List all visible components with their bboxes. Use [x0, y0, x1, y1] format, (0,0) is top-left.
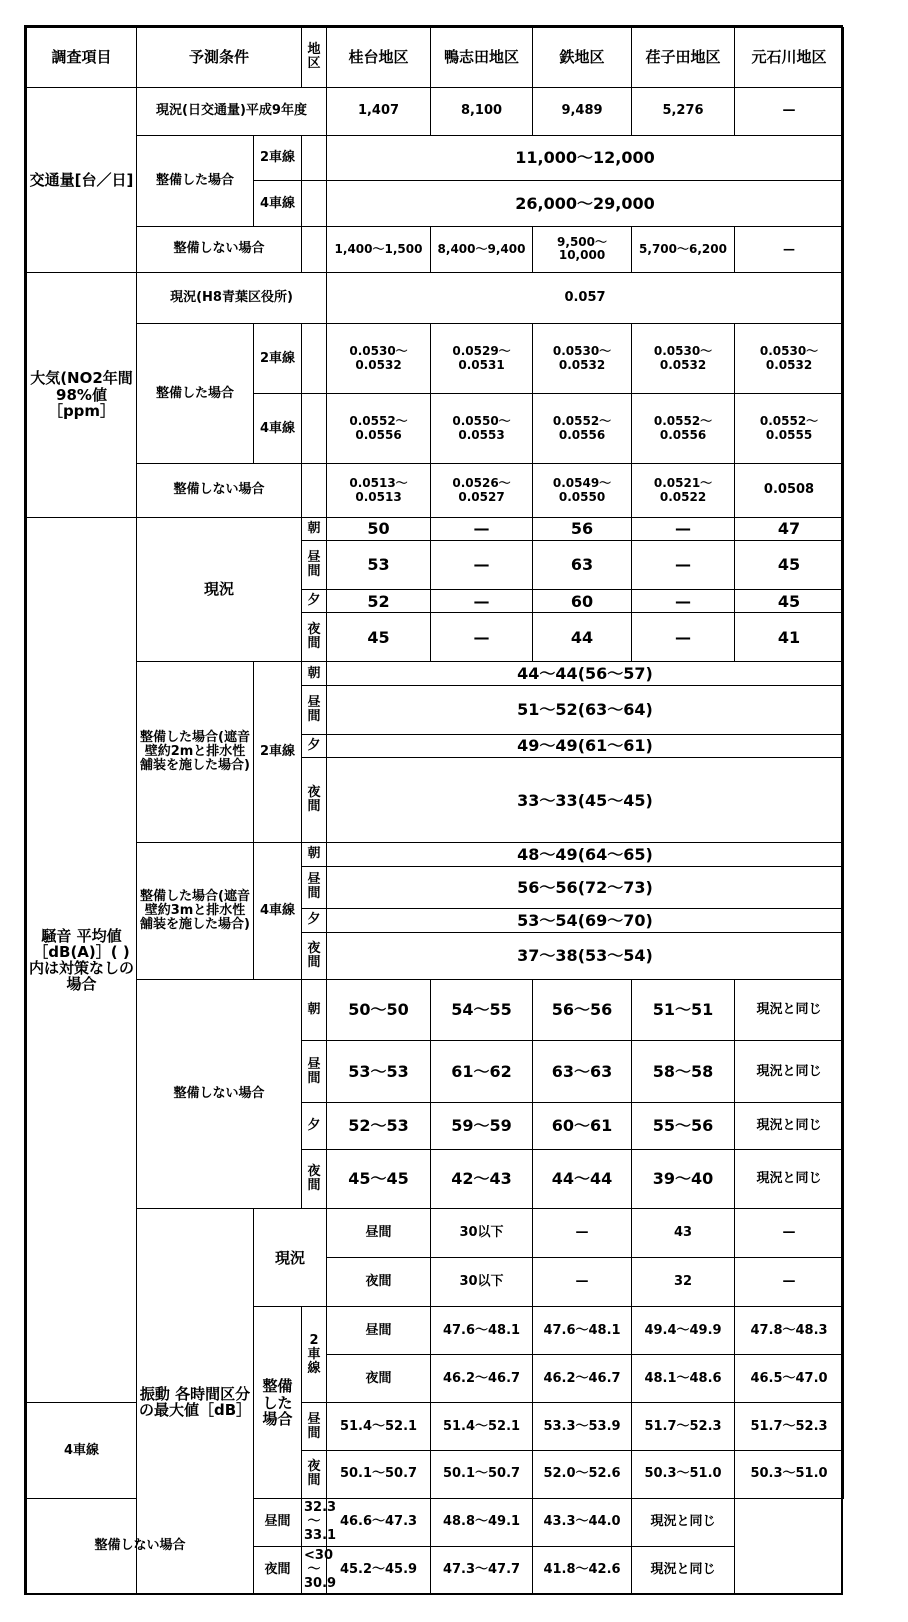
cell: 0.0550～0.0553 — [431, 394, 533, 464]
noise-label: 騒音 平均値［dB(A)］( )内は対策なしの場合 — [27, 517, 137, 1403]
air-notbuilt-label: 整備しない場合 — [137, 464, 302, 517]
period: 夜間 — [302, 932, 327, 979]
traffic-current-row — [27, 87, 844, 135]
cell: — — [632, 613, 735, 662]
traffic-label: 交通量[台／日] — [27, 87, 137, 272]
air-built-2-row — [27, 323, 844, 393]
traffic-notbuilt-row — [27, 227, 844, 273]
period: 昼間 — [302, 866, 327, 909]
period: 夜間 — [302, 1451, 327, 1499]
header-district-5: 元石川地区 — [735, 28, 844, 88]
cell: 50.3～51.0 — [735, 1451, 844, 1499]
header-district: 地区 — [302, 28, 327, 88]
cell: — — [735, 1209, 844, 1258]
cell: 49.4～49.9 — [632, 1307, 735, 1355]
cell: 0.0530～0.0532 — [327, 323, 431, 393]
lane-4: 4車線 — [254, 181, 302, 227]
cell: 48.8～49.1 — [431, 1498, 533, 1546]
cell: 45 — [327, 613, 431, 662]
traffic-built-2-row — [27, 135, 844, 181]
cell: 0.0530～0.0532 — [632, 323, 735, 393]
cell: 41 — [735, 613, 844, 662]
cell: 50.1～50.7 — [431, 1451, 533, 1499]
cell: — — [632, 517, 735, 540]
cell: — — [431, 517, 533, 540]
cell: 46.5～47.0 — [735, 1355, 844, 1403]
noise-built4-morning-row — [27, 843, 844, 866]
traffic-current-label: 現況(日交通量)平成9年度 — [137, 87, 327, 135]
cell: 46.2～46.7 — [431, 1355, 533, 1403]
period: 朝 — [302, 843, 327, 866]
cell: 51～52(63～64) — [327, 685, 844, 734]
cell: 9,489 — [533, 87, 632, 135]
header-item: 調査項目 — [27, 28, 137, 88]
cell: 58～58 — [632, 1041, 735, 1103]
cell: — — [431, 589, 533, 612]
cell: 53 — [327, 541, 431, 590]
vibration-label: 振動 各時間区分の最大値［dB］ — [137, 1209, 254, 1595]
cell: 0.0513～0.0513 — [327, 464, 431, 517]
period: 昼間 — [327, 1209, 431, 1258]
cell: 60 — [533, 589, 632, 612]
period: 昼間 — [302, 1041, 327, 1103]
lane-2: 2車線 — [254, 323, 302, 393]
period: 朝 — [302, 662, 327, 685]
air-built-label: 整備した場合 — [137, 323, 254, 464]
cell: 1,400～1,500 — [327, 227, 431, 273]
cell: 0.0521～0.0522 — [632, 464, 735, 517]
cell: 現況と同じ — [735, 1149, 844, 1209]
cell: 53.3～53.9 — [533, 1403, 632, 1451]
cell: 41.8～42.6 — [533, 1546, 632, 1594]
cell: 49～49(61～61) — [327, 734, 844, 757]
cell: 45 — [735, 541, 844, 590]
cell: 54～55 — [431, 979, 533, 1041]
cell: 5,700～6,200 — [632, 227, 735, 273]
cell: 5,276 — [632, 87, 735, 135]
cell: 現況と同じ — [632, 1546, 735, 1594]
cell: 50～50 — [327, 979, 431, 1041]
cell: 32.3～33.1 — [302, 1498, 327, 1546]
noise-current-morning-row — [27, 517, 844, 540]
cell: 51～51 — [632, 979, 735, 1041]
period: 昼間 — [302, 541, 327, 590]
traffic-built-label: 整備した場合 — [137, 135, 254, 227]
cell: 52.0～52.6 — [533, 1451, 632, 1499]
period: 昼間 — [302, 685, 327, 734]
period: 夜間 — [302, 613, 327, 662]
cell: 51.7～52.3 — [632, 1403, 735, 1451]
environmental-survey-table — [26, 27, 844, 1595]
cell: 48～49(64～65) — [327, 843, 844, 866]
lane-2: 2車線 — [254, 662, 302, 843]
period: 夕 — [302, 1102, 327, 1149]
cell: 50.3～51.0 — [632, 1451, 735, 1499]
cell: 50 — [327, 517, 431, 540]
cell: — — [735, 87, 844, 135]
cell: 45.2～45.9 — [327, 1546, 431, 1594]
cell: 44～44(56～57) — [327, 662, 844, 685]
air-current-label: 現況(H8青葉区役所) — [137, 272, 327, 323]
cell: 51.7～52.3 — [735, 1403, 844, 1451]
header-district-1: 桂台地区 — [327, 28, 431, 88]
cell: 0.0552～0.0556 — [632, 394, 735, 464]
cell: 8,400～9,400 — [431, 227, 533, 273]
cell: — — [431, 613, 533, 662]
cell: 47.6～48.1 — [431, 1307, 533, 1355]
header-row — [27, 28, 844, 88]
cell: 56～56 — [533, 979, 632, 1041]
cell: 45～45 — [327, 1149, 431, 1209]
period: 夜間 — [327, 1258, 431, 1307]
cell: 0.0552～0.0556 — [327, 394, 431, 464]
cell: 59～59 — [431, 1102, 533, 1149]
cell: 現況と同じ — [735, 1102, 844, 1149]
cell: 56 — [533, 517, 632, 540]
lane-4: 4車線 — [254, 394, 302, 464]
cell: — — [735, 1258, 844, 1307]
period: 昼間 — [302, 1403, 327, 1451]
lane-2: 2車線 — [302, 1307, 327, 1403]
cell: 44～44 — [533, 1149, 632, 1209]
header-condition: 予測条件 — [137, 28, 302, 88]
cell: 55～56 — [632, 1102, 735, 1149]
period: 夜間 — [254, 1546, 302, 1594]
noise-notbuilt-label: 整備しない場合 — [137, 979, 302, 1209]
noise-current-label: 現況 — [137, 517, 302, 662]
period: 夜間 — [302, 1149, 327, 1209]
cell: 48.1～48.6 — [632, 1355, 735, 1403]
cell: 0.0549～0.0550 — [533, 464, 632, 517]
noise-notbuilt-morning-row — [27, 979, 844, 1041]
cell: 1,407 — [327, 87, 431, 135]
period: 夕 — [302, 734, 327, 757]
air-current-row — [27, 272, 844, 323]
cell: 53～53 — [327, 1041, 431, 1103]
cell: 0.0552～0.0555 — [735, 394, 844, 464]
cell: 11,000～12,000 — [327, 135, 844, 181]
cell: 0.0552～0.0556 — [533, 394, 632, 464]
cell: 63 — [533, 541, 632, 590]
header-district-4: 荏子田地区 — [632, 28, 735, 88]
cell: 46.6～47.3 — [327, 1498, 431, 1546]
cell: — — [632, 589, 735, 612]
cell: 現況と同じ — [735, 979, 844, 1041]
period: 夕 — [302, 909, 327, 932]
cell: 9,500～10,000 — [533, 227, 632, 273]
air-notbuilt-row — [27, 464, 844, 517]
cell: — — [735, 227, 844, 273]
cell: — — [632, 541, 735, 590]
cell: 46.2～46.7 — [533, 1355, 632, 1403]
cell: 45 — [735, 589, 844, 612]
cell: 30以下 — [431, 1209, 533, 1258]
cell: 30以下 — [431, 1258, 533, 1307]
cell: — — [533, 1209, 632, 1258]
header-district-2: 鴨志田地区 — [431, 28, 533, 88]
period: 朝 — [302, 517, 327, 540]
cell: 8,100 — [431, 87, 533, 135]
cell: 61～62 — [431, 1041, 533, 1103]
noise-built4-label: 整備した場合(遮音壁約3mと排水性舗装を施した場合) — [137, 843, 254, 979]
cell: 51.4～52.1 — [431, 1403, 533, 1451]
cell: 37～38(53～54) — [327, 932, 844, 979]
lane-2: 2車線 — [254, 135, 302, 181]
cell: 52 — [327, 589, 431, 612]
cell: — — [431, 541, 533, 590]
vib-current-day-row — [27, 1209, 844, 1258]
cell: 0.057 — [327, 272, 844, 323]
cell: 63～63 — [533, 1041, 632, 1103]
cell: 47 — [735, 517, 844, 540]
cell: 33～33(45～45) — [327, 758, 844, 843]
period: 夕 — [302, 589, 327, 612]
lane-4: 4車線 — [254, 843, 302, 979]
cell: 26,000～29,000 — [327, 181, 844, 227]
cell: 0.0508 — [735, 464, 844, 517]
cell: 0.0529～0.0531 — [431, 323, 533, 393]
cell: 53～54(69～70) — [327, 909, 844, 932]
vib-current-label: 現況 — [254, 1209, 327, 1307]
lane-4: 4車線 — [27, 1403, 137, 1499]
air-label: 大気(NO2年間98%値［ppm］ — [27, 272, 137, 517]
cell: <30～30.9 — [302, 1546, 327, 1594]
cell: 44 — [533, 613, 632, 662]
cell: 42～43 — [431, 1149, 533, 1209]
noise-built2-label: 整備した場合(遮音壁約2mと排水性舗装を施した場合) — [137, 662, 254, 843]
cell: 現況と同じ — [632, 1498, 735, 1546]
cell: 43.3～44.0 — [533, 1498, 632, 1546]
header-district-3: 鉄地区 — [533, 28, 632, 88]
traffic-notbuilt-label: 整備しない場合 — [137, 227, 302, 273]
vib-notbuilt-label: 整備しない場合 — [27, 1498, 254, 1594]
cell: 47.6～48.1 — [533, 1307, 632, 1355]
cell: 47.3～47.7 — [431, 1546, 533, 1594]
noise-built2-morning-row — [27, 662, 844, 685]
vib-built-label: 整備した場合 — [254, 1307, 302, 1499]
period: 朝 — [302, 979, 327, 1041]
cell: 47.8～48.3 — [735, 1307, 844, 1355]
period: 昼間 — [254, 1498, 302, 1546]
cell: 0.0526～0.0527 — [431, 464, 533, 517]
cell: 52～53 — [327, 1102, 431, 1149]
period: 夜間 — [302, 758, 327, 843]
cell: 0.0530～0.0532 — [533, 323, 632, 393]
cell: 32 — [632, 1258, 735, 1307]
vib-notbuilt-day-row — [27, 1498, 844, 1546]
period: 昼間 — [327, 1307, 431, 1355]
cell: 56～56(72～73) — [327, 866, 844, 909]
cell: 51.4～52.1 — [327, 1403, 431, 1451]
period: 夜間 — [327, 1355, 431, 1403]
cell: 60～61 — [533, 1102, 632, 1149]
cell: 39～40 — [632, 1149, 735, 1209]
cell: 50.1～50.7 — [327, 1451, 431, 1499]
cell: — — [533, 1258, 632, 1307]
cell: 現況と同じ — [735, 1041, 844, 1103]
cell: 0.0530～0.0532 — [735, 323, 844, 393]
cell: 43 — [632, 1209, 735, 1258]
